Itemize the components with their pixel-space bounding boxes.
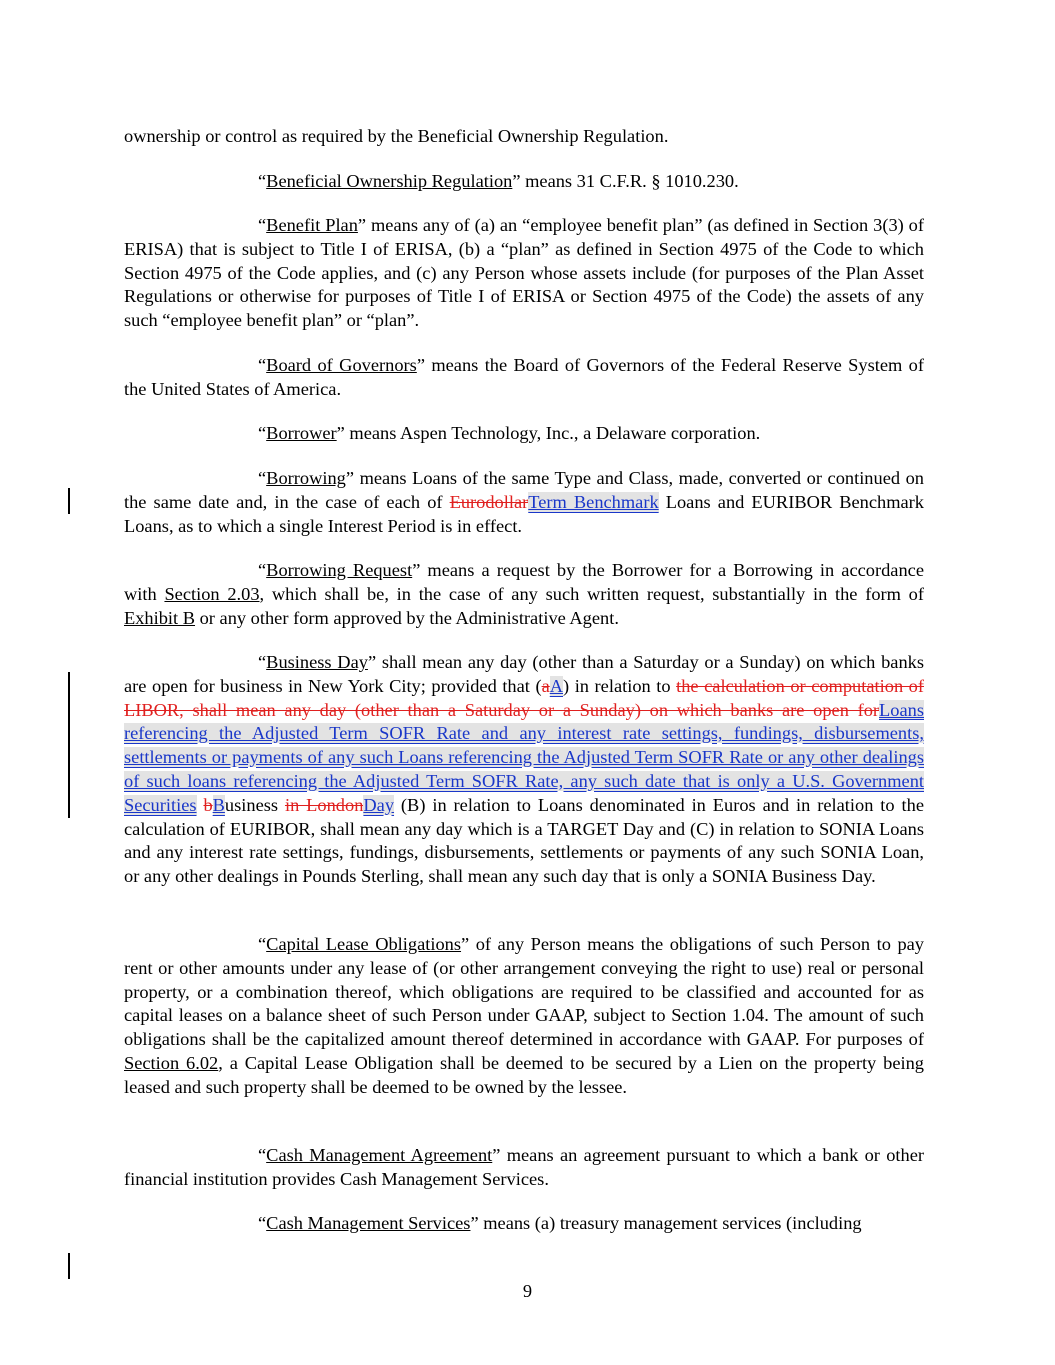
definition-benefit-plan (124, 214, 924, 333)
deleted-text: the calculation or computation of LIBOR, shall mean any day (other than a Saturday or a Sunday) on which banks are open for (124, 675, 924, 720)
quote-mark: “ (258, 171, 267, 191)
definition-text: , a Capital Lease Obligation shall be deemed to be secured by a Lien on the property being leased and such property shall be deemed to be owned by the lessee. (124, 1052, 924, 1097)
defined-term: Borrower (266, 423, 337, 443)
definition-text: ” means 31 C.F.R. § 1010.230. (512, 171, 739, 191)
inserted-text: Loans referencing the Adjusted Term SOFR Rate and any interest rate settings, fundings, disbursements, settlements or payments of any such Loans referencing the Adjusted Term SOFR Rate or any other dealings of such loans referencing the Adjusted Term SOFR Rate, any such date that is only a U.S. Government Securities (124, 699, 924, 815)
quote-mark: “ (258, 1145, 267, 1165)
definition-text: , which shall be, in the case of any such written request, substantially in the form of (259, 583, 924, 604)
definition-borrower (124, 422, 924, 446)
definition-board-of-governors (124, 354, 924, 402)
definition-text: ” of any Person means the obligations of such Person to pay rent or other amounts under any lease of (or other arrangement conveying the right to use) real or personal property, or a combination thereof, which obligations are required to be classified and accounted for as capital leases on a balance sheet of such Person under GAAP, subject to Section 1.04. The amount of such obligations shall be the capitalized amount thereof determined in accordance with GAAP. For purposes of (124, 934, 924, 1050)
defined-term: Borrowing (266, 468, 346, 488)
deleted-text: in London (284, 794, 364, 815)
page-number: 9 (522, 1281, 533, 1301)
section-reference: Section 2.03 (164, 583, 260, 604)
quote-mark: “ (258, 215, 267, 235)
definition-text: ” means Loans of the same Type and Class, made, converted or continued on the same date and, in the case of each of (124, 468, 924, 512)
quote-mark: “ (258, 1213, 267, 1233)
definition-text: (B) in relation to Loans denominated in Euros and in relation to the calculation of EURIBOR, shall mean any day which is a TARGET Day and (C) in relation to SONIA Loans and any interest rate settings, fundings, disbursements, settlements or payments of any such SONIA Loan, or any other dealings in Pounds Sterling, shall mean any such day that is only a SONIA Business Day. (124, 794, 924, 887)
defined-term: Benefit Plan (266, 215, 358, 235)
defined-term: Business Day (266, 652, 368, 672)
defined-term: Beneficial Ownership Regulation (266, 171, 513, 191)
definition-text: Loans and EURIBOR Benchmark Loans, as to which a single Interest Period is in effect. (124, 491, 924, 536)
quote-mark: “ (258, 652, 267, 672)
inserted-text: B (212, 794, 225, 815)
continuation-text: ownership or control as required by the Beneficial Ownership Regulation. (124, 126, 669, 146)
inserted-text: Day (363, 794, 395, 815)
defined-term: Cash Management Agreement (266, 1145, 493, 1165)
deleted-text: a (541, 675, 550, 696)
definition-capital-lease-obligations (124, 933, 924, 1100)
deleted-text: b (203, 794, 213, 815)
definition-borrowing (124, 467, 924, 538)
defined-term: Borrowing Request (266, 560, 413, 580)
change-bar (68, 1253, 70, 1279)
quote-mark: “ (258, 560, 267, 580)
defined-term: Cash Management Services (266, 1213, 471, 1233)
definition-text: ) in relation to (563, 675, 677, 696)
exhibit-reference: Exhibit B (124, 607, 196, 628)
definition-cash-management-agreement (124, 1144, 924, 1192)
quote-mark: “ (258, 423, 267, 443)
definition-borrowing-request (124, 559, 924, 630)
definition-text: usiness (224, 794, 285, 815)
definition-text: ” means a request by the Borrower for a Borrowing in accordance with (124, 560, 924, 604)
definition-cash-management-services (124, 1212, 924, 1236)
definition-text: ” means the Board of Governors of the Federal Reserve System of the United States of America. (124, 355, 924, 399)
deleted-text: Eurodollar (449, 491, 529, 512)
definition-text: ” means Aspen Technology, Inc., a Delaware corporation. (336, 423, 761, 443)
change-bar (68, 488, 70, 514)
inserted-text: A (549, 675, 564, 696)
definition-business-day (124, 651, 924, 889)
defined-term: Board of Governors (266, 355, 417, 375)
inserted-text: Term Benchmark (528, 491, 659, 512)
definition-beneficial-ownership-regulation (124, 170, 924, 194)
continuation-paragraph (124, 125, 924, 149)
definition-text: ” means an agreement pursuant to which a bank or other financial institution provides Cash Management Services. (124, 1145, 924, 1189)
quote-mark: “ (258, 934, 267, 954)
quote-mark: “ (258, 468, 267, 488)
section-reference: Section 6.02 (124, 1052, 219, 1073)
definition-text: or any other form approved by the Administrative Agent. (195, 607, 619, 628)
change-bar (68, 672, 70, 818)
definition-text: ” means any of (a) an “employee benefit plan” (as defined in Section 3(3) of ERISA) that is subject to Title I of ERISA, (b) a “plan” as defined in Section 4975 of the Code to which Section 4975 of the Code applies, and (c) any Person whose assets include (for purposes of the Plan Asset Regulations or otherwise for purposes of Title I of ERISA or Section 4975 of the Code) the assets of any such “employee benefit plan” or “plan”. (124, 215, 924, 331)
definition-text: ” shall mean any day (other than a Saturday or a Sunday) on which banks are open for business in New York City; provided that ( (124, 652, 924, 696)
defined-term: Capital Lease Obligations (266, 934, 462, 954)
definition-text: ” means (a) treasury management services (including (470, 1213, 862, 1233)
quote-mark: “ (258, 355, 267, 375)
